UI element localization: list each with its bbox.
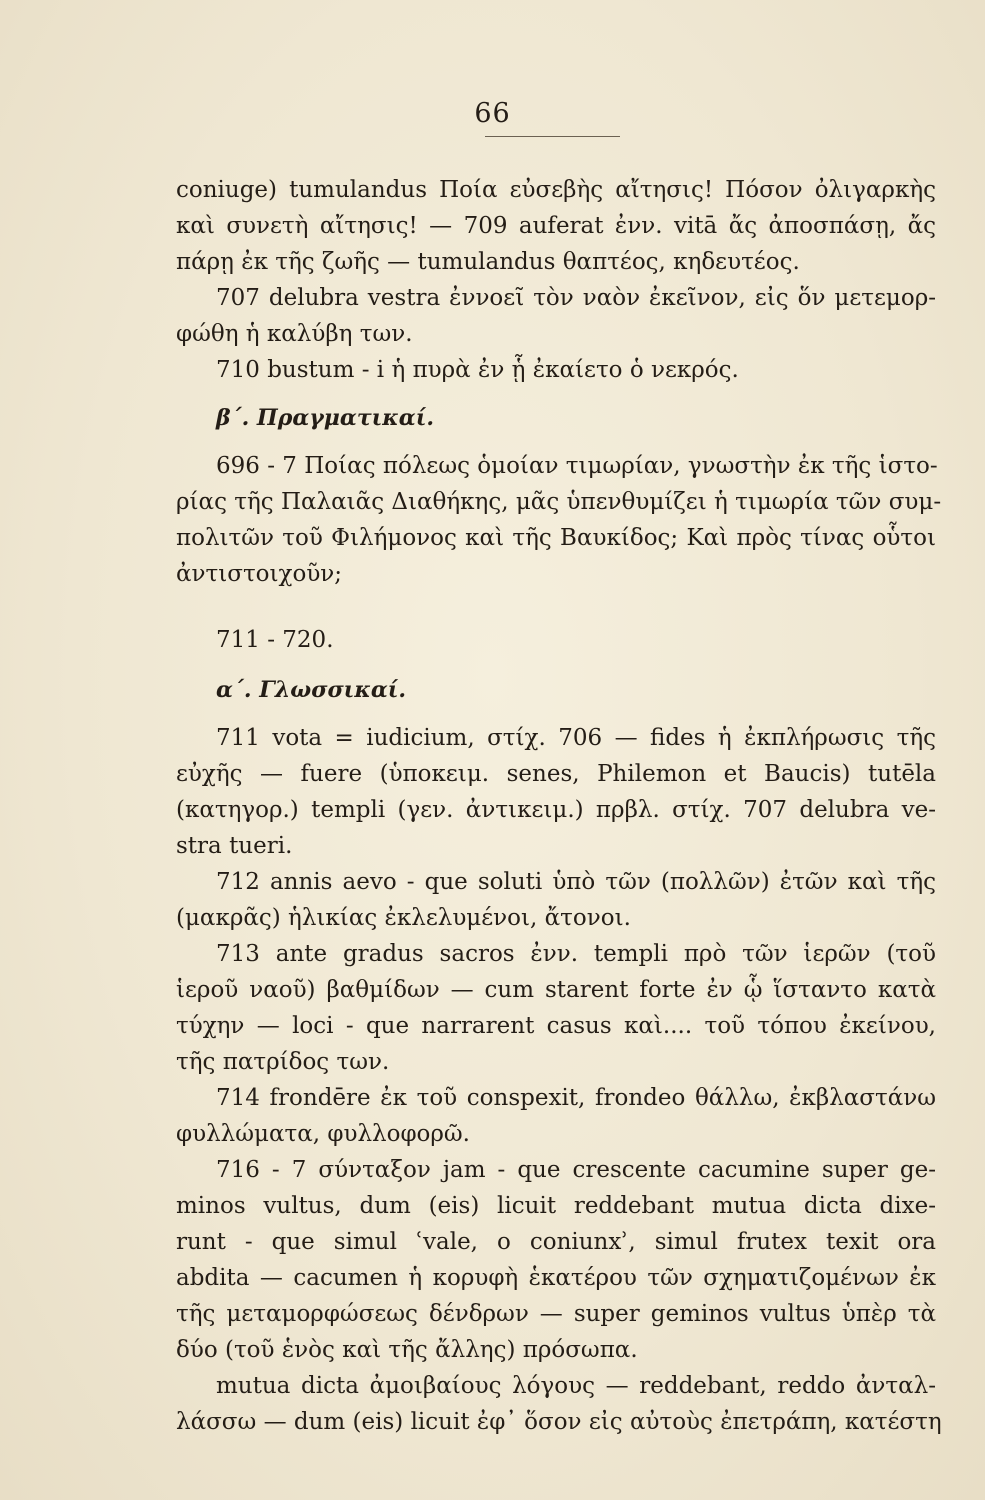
text-line: ἀντιστοιχοῦν; [176,561,343,587]
text-line: 713 ante gradus sacros ἐνν. templi πρὸ τῶν ἱερῶν (τοῦ [216,941,936,967]
text-line: ἱεροῦ ναοῦ) βαθμίδων — cum starent forte ἐν ᾧ ἵσταντο κατὰ [176,977,936,1003]
text-line: τῆς πατρίδος των. [176,1049,390,1075]
paragraph-710 [176,352,936,388]
text-line: δύο (τοῦ ἑνὸς καὶ τῆς ἄλλης) πρόσωπα. [176,1337,638,1363]
paragraph-intro [176,172,936,280]
question-paragraph [176,448,942,592]
text-line: (μακρᾶς) ἡλικίας ἐκλελυμένοι, ἄτονοι. [176,905,631,931]
text-line: runt - que simul ʿvale, o coniunxʾ, simul frutex texit ora [176,1229,936,1255]
note-712 [176,864,936,936]
page-body [176,172,942,1440]
text-line: πολιτῶν τοῦ Φιλήμονος καὶ τῆς Βαυκίδος; Καὶ πρὸς τίνας οὗτοι [176,525,936,551]
note-713 [176,936,936,1080]
text-line: 710 bustum - i ἡ πυρὰ ἐν ᾗ ἐκαίετο ὁ νεκρός. [216,357,739,383]
text-line: 711 vota = iudicium, στίχ. 706 — fides ἡ ἐκπλήρωσις τῆς [216,725,936,751]
text-line: πάρῃ ἐκ τῆς ζωῆς — tumulandus θαπτέος, κηδευτέος. [176,249,800,275]
note-716 [176,1152,936,1368]
text-line: 714 frondēre ἐκ τοῦ conspexit, frondeo θάλλω, ἐκβλαστάνω [216,1085,936,1111]
text-line: λάσσω — dum (eis) licuit ἐφ᾽ ὅσον εἰς αὐτοὺς ἐπετράπη, κατέστη [176,1409,942,1435]
text-line: stra tueri. [176,833,293,859]
text-line: mutua dicta ἀμοιβαίους λόγους — reddebant, reddo ἀνταλ- [216,1373,936,1399]
paragraph-707 [176,280,936,352]
heading-glossikai: α΄. Γλωσσικαί. [216,677,407,703]
text-line: 712 annis aevo - que soluti ὑπὸ τῶν (πολλῶν) ἐτῶν καὶ τῆς [216,869,936,895]
text-line: coniuge) tumulandus Ποία εὐσεβὴς αἴτησις! Πόσον ὀλιγαρκὴς [176,177,936,203]
text-line: 707 delubra vestra ἐννοεῖ τὸν ναὸν ἐκεῖνον, εἰς ὅν μετεμορ- [216,285,936,311]
text-line: abdita — cacumen ἡ κορυφὴ ἑκατέρου τῶν σχηματιζομένων ἐκ [176,1265,936,1291]
text-line: φυλλώματα, φυλλοφορῶ. [176,1121,470,1147]
note-711 [176,720,936,864]
text-line: 716 - 7 σύνταξον jam - que crescente cacumine super ge- [216,1157,936,1183]
note-714 [176,1080,936,1152]
text-line: τύχην — loci - que narrarent casus καὶ.... τοῦ τόπου ἐκείνου, [176,1013,936,1039]
text-line: (κατηγορ.) templi (γεν. ἀντικειμ.) πρβλ. στίχ. 707 delubra ve- [176,797,936,823]
text-line: 696 - 7 Ποίας πόλεως ὁμοίαν τιμωρίαν, γνωστὴν ἐκ τῆς ἱστο- [216,453,938,479]
text-line: εὐχῆς — fuere (ὑποκειμ. senes, Philemon et Baucis) tutēla [176,761,936,787]
page-number: 66 [474,98,511,129]
text-line: φώθη ἡ καλύβη των. [176,321,413,347]
text-line: minos vultus, dum (eis) licuit reddebant mutua dicta dixe- [176,1193,936,1219]
section-range: 711 - 720. [216,627,334,653]
text-line: ρίας τῆς Παλαιᾶς Διαθήκης, μᾶς ὑπενθυμίζει ἡ τιμωρία τῶν συμ- [176,489,942,515]
heading-pragmatikai: β΄. Πραγματικαί. [216,405,435,431]
text-line: τῆς μεταμορφώσεως δένδρων — super geminos vultus ὑπὲρ τὰ [176,1301,936,1327]
page-number-rule [485,136,620,137]
text-line: καὶ συνετὴ αἴτησις! — 709 auferat ἐνν. vitā ἄς ἀποσπάσῃ, ἄς [176,213,936,239]
note-mutua [176,1368,942,1440]
